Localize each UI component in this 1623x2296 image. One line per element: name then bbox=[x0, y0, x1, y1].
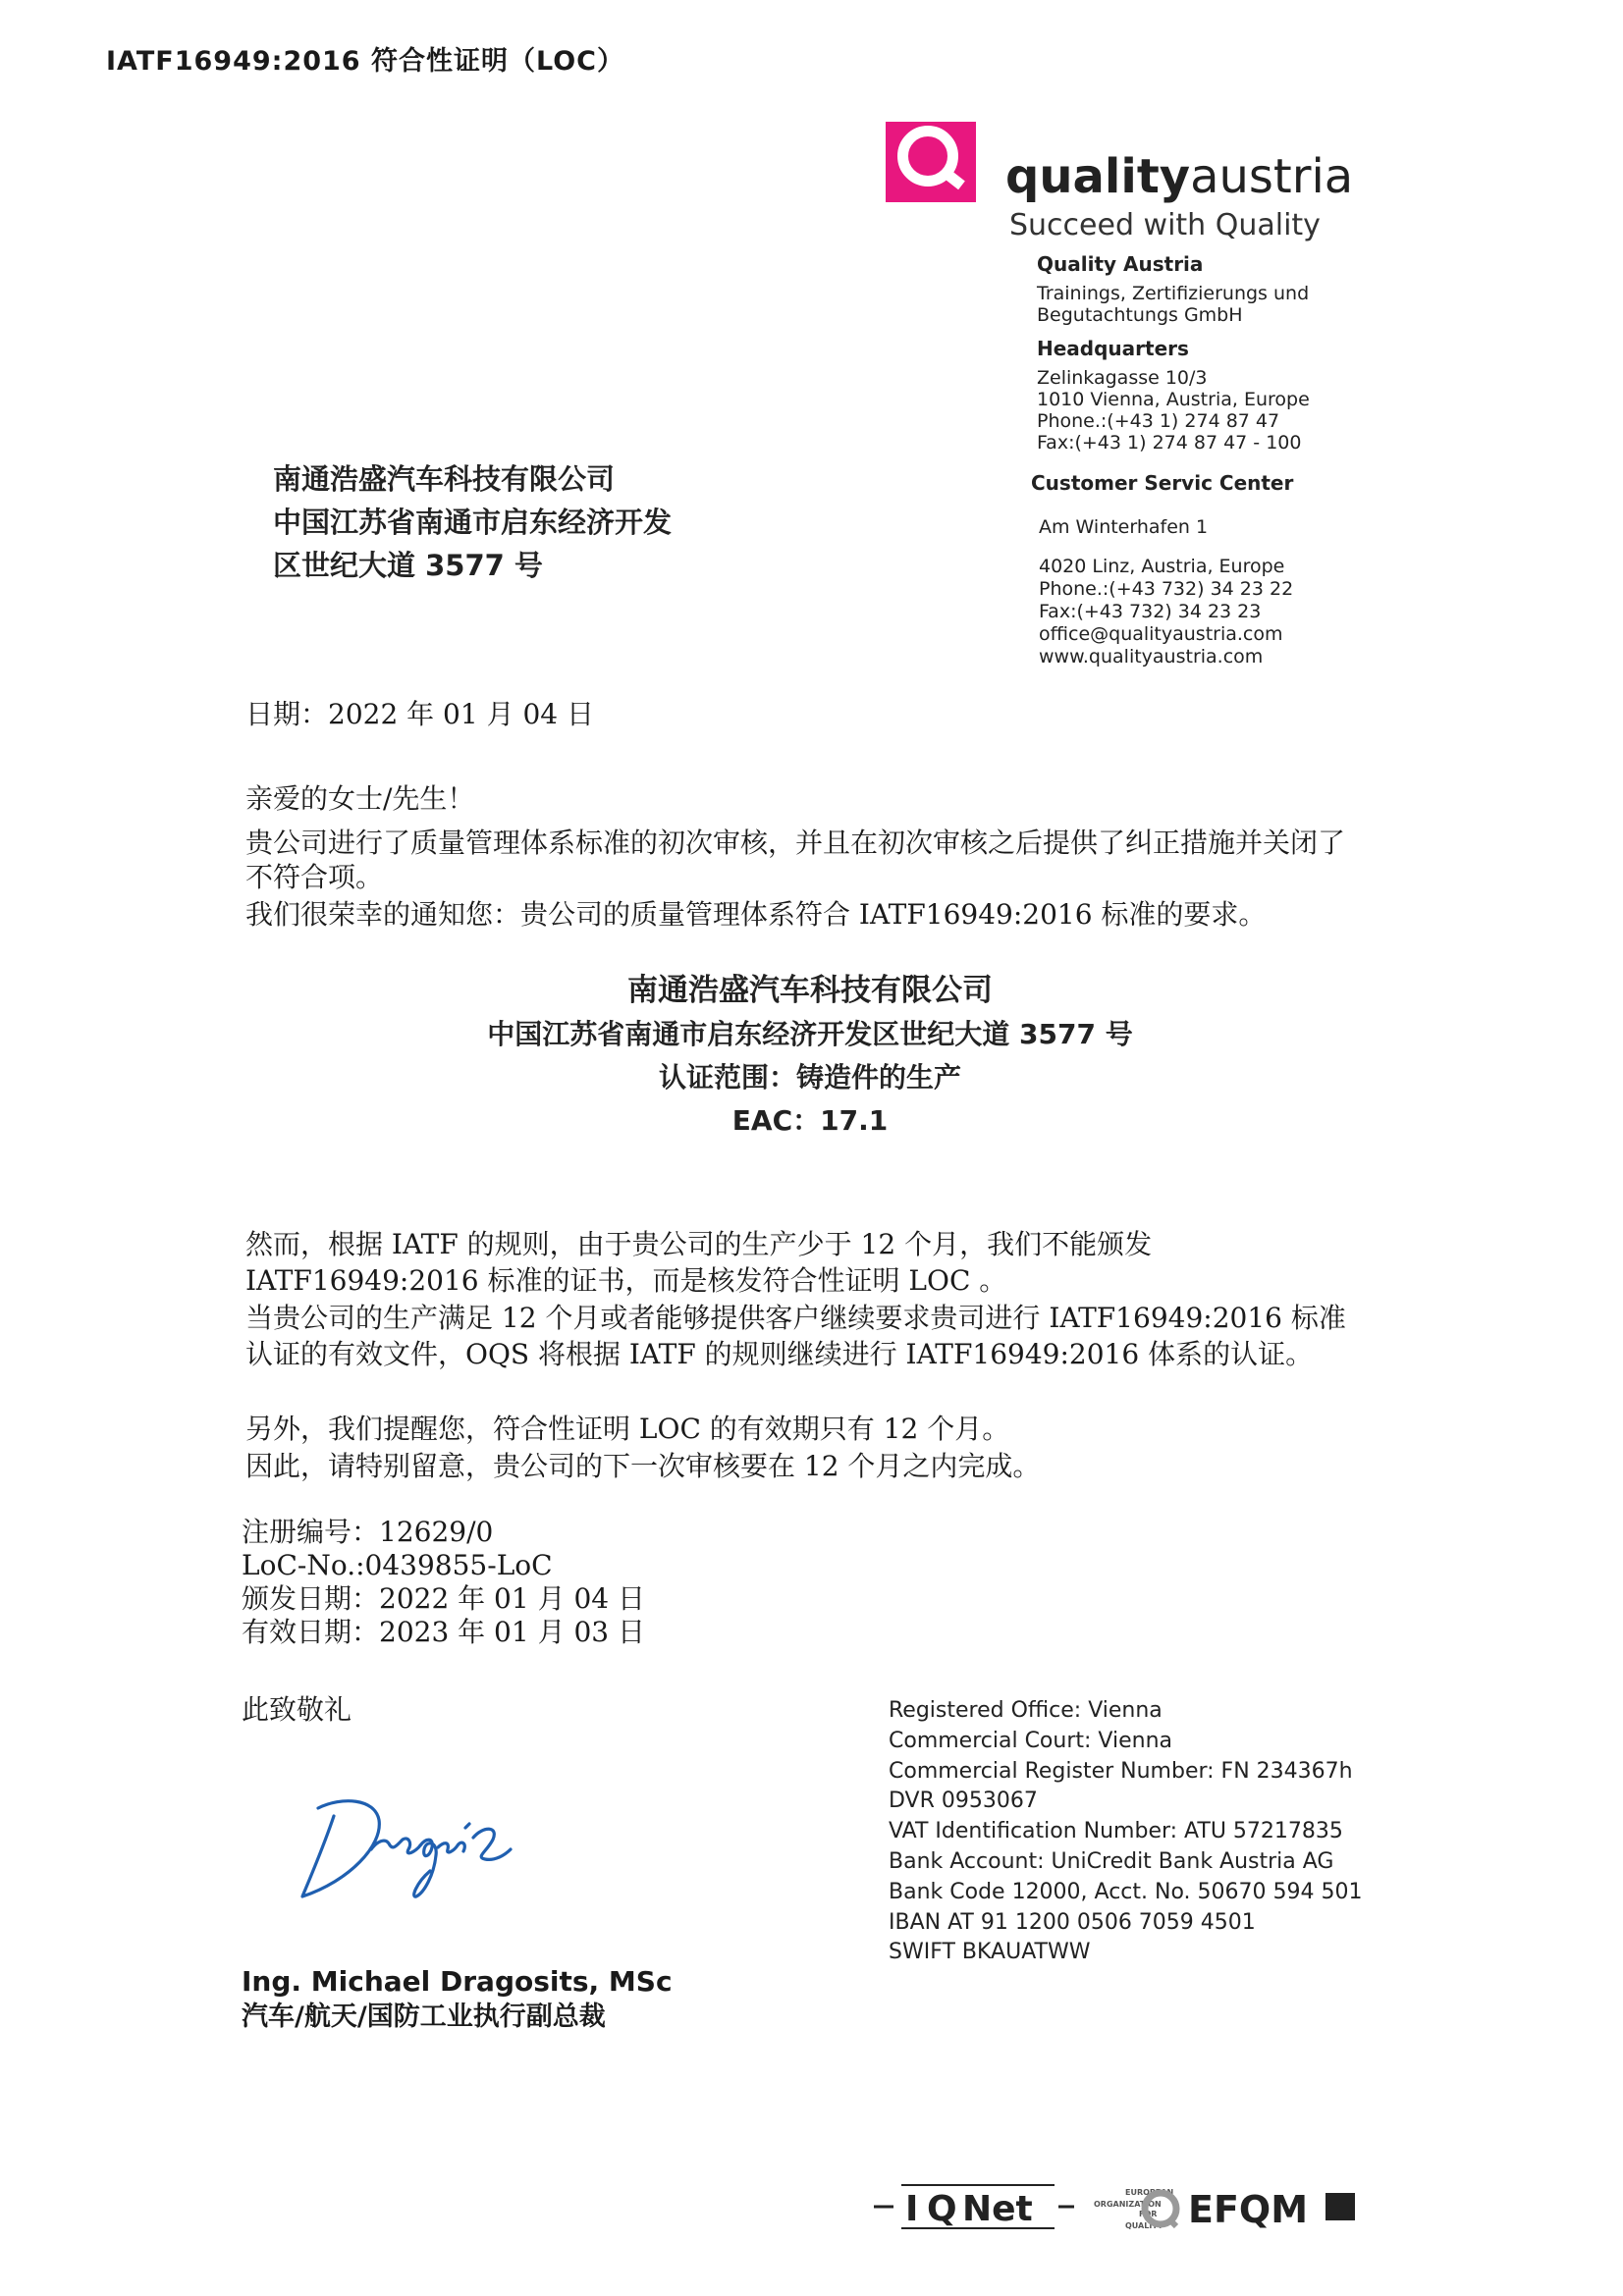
hq-phone: Phone.:(+43 1) 274 87 47 bbox=[1037, 410, 1280, 432]
recipient-line: 南通浩盛汽车科技有限公司 bbox=[273, 462, 616, 496]
signer-block bbox=[242, 1965, 673, 2036]
paragraph-line: 贵公司进行了质量管理体系标准的初次审核，并且在初次审核之后提供了纠正措施并关闭了 bbox=[245, 827, 1346, 859]
logo-wordmark: qualityaustria bbox=[1005, 149, 1354, 204]
contact-block bbox=[1037, 253, 1449, 454]
company-name: Quality Austria bbox=[1037, 252, 1204, 276]
loc-number: LoC-No.:0439855-LoC bbox=[242, 1549, 553, 1581]
svg-text:ORGANIZATION: ORGANIZATION bbox=[1094, 2200, 1162, 2209]
efqm-logo bbox=[1188, 2188, 1355, 2231]
csc-phone: Phone.:(+43 732) 34 23 22 bbox=[1039, 578, 1294, 600]
logo-tagline: Succeed with Quality bbox=[1009, 208, 1321, 242]
certification-scope: 认证范围：铸造件的生产 bbox=[658, 1061, 961, 1094]
footer-logos bbox=[872, 2177, 1373, 2236]
legal-line: Bank Account: UniCredit Bank Austria AG bbox=[889, 1848, 1334, 1874]
issue-date: 颁发日期：2022 年 01 月 04 日 bbox=[242, 1582, 646, 1615]
website-link[interactable]: www.qualityaustria.com bbox=[1039, 646, 1264, 667]
legal-line: VAT Identification Number: ATU 57217835 bbox=[889, 1819, 1343, 1844]
quality-austria-q-icon bbox=[886, 122, 976, 202]
registration-details bbox=[242, 1516, 645, 1649]
company-line: Begutachtungs GmbH bbox=[1037, 304, 1243, 326]
quality-austria-logo bbox=[886, 122, 1381, 249]
eoq-logo bbox=[1094, 2188, 1176, 2230]
valid-until-date: 有效日期：2023 年 01 月 03 日 bbox=[242, 1616, 646, 1648]
paragraph-line: 不符合项。 bbox=[245, 861, 384, 893]
svg-text:FOR: FOR bbox=[1139, 2210, 1158, 2218]
csc-fax: Fax:(+43 732) 34 23 23 bbox=[1039, 601, 1262, 622]
csc-street: Am Winterhafen 1 bbox=[1039, 516, 1209, 538]
recipient-line: 区世纪大道 3577 号 bbox=[273, 549, 543, 582]
paragraph-line: 另外，我们提醒您，符合性证明 LOC 的有效期只有 12 个月。 bbox=[245, 1413, 1010, 1445]
registration-number: 注册编号：12629/0 bbox=[242, 1516, 494, 1548]
certified-company: 南通浩盛汽车科技有限公司 bbox=[627, 973, 993, 1008]
certified-address: 中国江苏省南通市启东经济开发区世纪大道 3577 号 bbox=[487, 1018, 1133, 1050]
legal-line: Commercial Register Number: FN 234367h bbox=[889, 1758, 1353, 1784]
hq-heading: Headquarters bbox=[1037, 337, 1189, 360]
paragraph-line: 当贵公司的生产满足 12 个月或者能够提供客户继续要求贵司进行 IATF16949:2016 标准 bbox=[245, 1302, 1346, 1334]
salutation: 亲爱的女士/先生！ bbox=[245, 782, 475, 815]
legal-line: Commercial Court: Vienna bbox=[889, 1728, 1172, 1753]
legal-line: DVR 0953067 bbox=[889, 1789, 1038, 1814]
recipient-address bbox=[273, 457, 672, 587]
iqnet-net: Net bbox=[962, 2189, 1033, 2229]
legal-line: Bank Code 12000, Acct. No. 50670 594 501 bbox=[889, 1879, 1363, 1904]
legal-line: IBAN AT 91 1200 0506 7059 4501 bbox=[889, 1909, 1256, 1935]
hq-city: 1010 Vienna, Austria, Europe bbox=[1037, 389, 1310, 410]
svg-text:EFQM: EFQM bbox=[1188, 2188, 1309, 2231]
svg-text:EUROPEAN: EUROPEAN bbox=[1125, 2188, 1174, 2197]
handwritten-signature bbox=[291, 1787, 516, 1934]
iqnet-i: I bbox=[905, 2189, 919, 2229]
email-link[interactable]: office@qualityaustria.com bbox=[1039, 623, 1283, 645]
csc-contact-block bbox=[1039, 556, 1293, 668]
paragraph-line: IATF16949:2016 标准的证书，而是核发符合性证明 LOC 。 bbox=[245, 1264, 1007, 1297]
hq-fax: Fax:(+43 1) 274 87 47 - 100 bbox=[1037, 432, 1302, 454]
svg-text:QUALITY: QUALITY bbox=[1125, 2221, 1163, 2230]
csc-heading: Customer Servic Center bbox=[1031, 471, 1294, 495]
paragraph-line: 认证的有效文件，OQS 将根据 IATF 的规则继续进行 IATF16949:2016 体系的认证。 bbox=[245, 1338, 1314, 1370]
legal-line: Registered Office: Vienna bbox=[889, 1698, 1163, 1723]
hq-street: Zelinkagasse 10/3 bbox=[1037, 367, 1208, 389]
eac-code: EAC：17.1 bbox=[731, 1104, 889, 1137]
paragraph-line: 然而，根据 IATF 的规则，由于贵公司的生产少于 12 个月，我们不能颁发 bbox=[245, 1228, 1153, 1260]
letter-date: 日期：2022 年 01 月 04 日 bbox=[245, 698, 595, 730]
iqnet-q: Q bbox=[927, 2189, 957, 2229]
paragraph-line: 我们很荣幸的通知您：贵公司的质量管理体系符合 IATF16949:2016 标准的要求。 bbox=[245, 898, 1267, 931]
csc-city: 4020 Linz, Austria, Europe bbox=[1039, 556, 1285, 577]
legal-line: SWIFT BKAUATWW bbox=[889, 1940, 1091, 1965]
certified-organization-block bbox=[295, 972, 1325, 1137]
closing: 此致敬礼 bbox=[242, 1693, 352, 1726]
signer-name: Ing. Michael Dragosits, MSc bbox=[242, 1965, 673, 1998]
recipient-line: 中国江苏省南通市启东经济开发 bbox=[273, 506, 673, 539]
legal-info bbox=[889, 1696, 1362, 1968]
paragraph-line: 因此，请特别留意，贵公司的下一次审核要在 12 个月之内完成。 bbox=[245, 1450, 1041, 1482]
iqnet-logo bbox=[874, 2185, 1074, 2229]
company-line: Trainings, Zertifizierungs und bbox=[1037, 283, 1310, 304]
signer-title: 汽车/航天/国防工业执行副总裁 bbox=[242, 2002, 606, 2032]
document-title: IATF16949:2016 符合性证明（LOC） bbox=[106, 46, 624, 77]
